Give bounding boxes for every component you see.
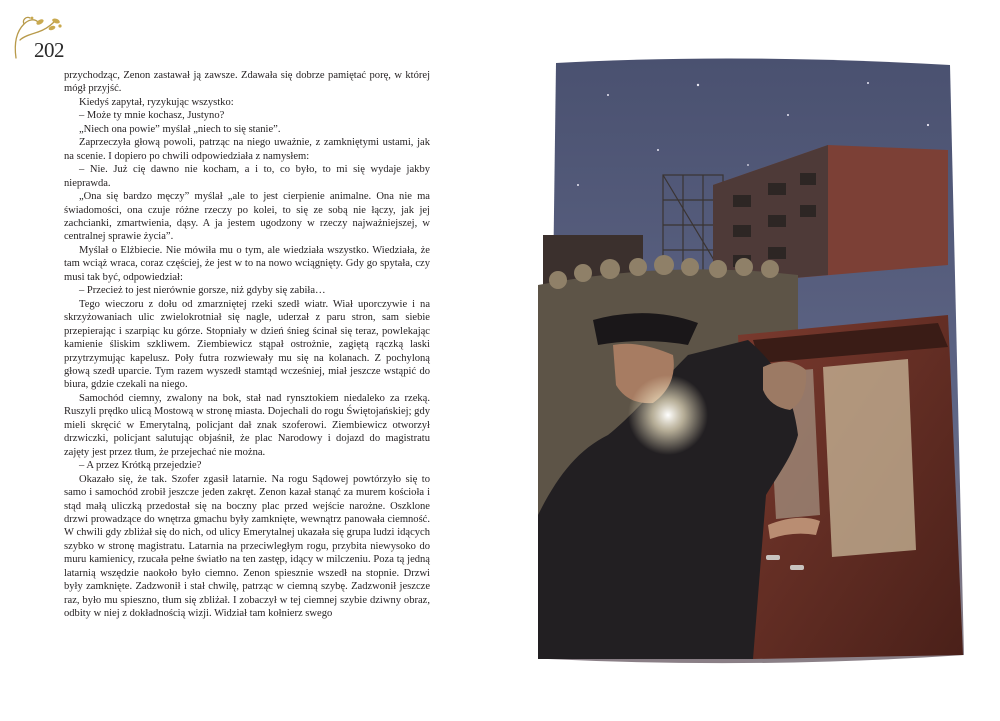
flashlight-glow	[628, 375, 708, 455]
paragraph: – Może ty mnie kochasz, Justyno?	[79, 110, 225, 122]
paragraph: Myślał o Elżbiecie. Nie mówiła mu o tym, ale wiedziała wszystko. Wiedziała, że tam wciąż wraca, coraz częściej, że jest w to na nowo wciągnięty. Gdy go spytała, czy musi tak być, odpowiedział:	[64, 244, 430, 283]
paragraph: Zaprzeczyła głową powoli, patrząc na niego uważnie, z zamkniętymi ustami, jak na scenie. I dopiero po chwili odpowiedziała z namysłem:	[64, 137, 430, 162]
paragraph: „Ona się bardzo męczy” myślał „ale to jest cierpienie animalne. Ona nie ma świadomości, ona czuje różne rzeczy po kolei, to się ze sobą nie łączy, jak jej zachcianki, zmartwienia, dąsy. A ja jestem ugodzony w rzeczy najważniejszej, w centralnej sprawie życia”.	[64, 191, 430, 243]
paragraph: przychodząc, Zenon zastawał ją zawsze. Zdawała się dobrze pamiętać porę, w której mógł przyjść.	[64, 70, 430, 95]
paragraph: Kiedyś zapytał, ryzykując wszystko:	[79, 96, 234, 108]
paragraph: – Przecież to jest nierównie gorsze, niż gdyby się zabiła…	[79, 285, 326, 297]
page-number	[10, 14, 72, 62]
paragraph: Samochód ciemny, zwalony na bok, stał nad rynsztokiem niedaleko za rzeką. Ruszyli prędko ulicą Mostową w stronę miasta. Dojechali do rogu Świętojańskiej; gdy mieli skręcić w Emerytalną, policjant dał znak szoferowi. Ziembiewicz otworzył drzwiczki, policjant salutując objaśnił, że plac Narodowy i dojazd do magistratu zajęty jest przez tłum, że przejechać nie można.	[64, 392, 430, 458]
car-window-right	[823, 359, 916, 557]
illustration-artwork	[538, 55, 968, 670]
night-scene-illustration	[538, 55, 968, 670]
paragraph: Okazało się, że tak. Szofer zgasił latarnie. Na rogu Sądowej powtórzyło się to samo i samochód zrobił jeszcze jeden zakręt. Zenon kazał stanąć za murem kościoła i stąd małą uliczką przedostał się na boczny plac przed wejście narożne. Oszklone drzwi prowadzące do wnętrza gmachu były zamknięte, wewnątrz panowała ciemność. W chwili gdy zbliżał się do nich, od ulicy Emerytalnej ukazała się grupa ludzi idących szybko w stronę magistratu. Latarnia na przeciwległym rogu, przybita niewysoko do muru kamienicy, rzucała pełne światło na ten zastęp, idący w milczeniu. Poza tą jedną latarnią wszędzie naokoło było ciemno. Zenon spiesznie wszedł na stopnie. Drzwi były zamknięte. Zadzwonił i stał chwilę, patrząc w ciemną szybę. Zadzwonił jeszcze raz, było mu spieszno, tłum się zbliżał. I zobaczył w tej ciemnej szybie dziwny obraz, odbity w niej z dokładnością wizji. Widział tam kołnierz swego	[64, 473, 430, 620]
novel-text-column	[64, 69, 430, 621]
paragraph: – Nie. Już cię dawno nie kocham, a i to, co było, to mi się wydaje jakby nieprawda.	[64, 164, 430, 189]
paragraph: „Niech ona powie” myślał „niech to się stanie”.	[79, 123, 281, 135]
paragraph: – A przez Krótką przejedzie?	[79, 460, 202, 472]
page-number-text: 202	[34, 38, 64, 62]
paragraph: Tego wieczoru z dołu od zmarzniętej rzeki szedł wiatr. Wiał uporczywie i na skrzyżowaniach ulic zwielokrotniał się nagle, uderzał z paru stron, sam siebie przepierając i szarpiąc ku górze. Stopniały w dzień śnieg ścinał się teraz, powlekając kamienie śliskim szkliwem. Ziembiewicz stąpał ostrożnie, zagiętą rączką laski przytrzymując kapelusz. Poły futra rozwiewały mu się na kolanach. Z pochyloną głową szedł uparcie. Tym razem wyszedł stamtąd wcześniej, miał jeszcze wstąpić do biura, gdzie czekali na niego.	[64, 298, 430, 391]
